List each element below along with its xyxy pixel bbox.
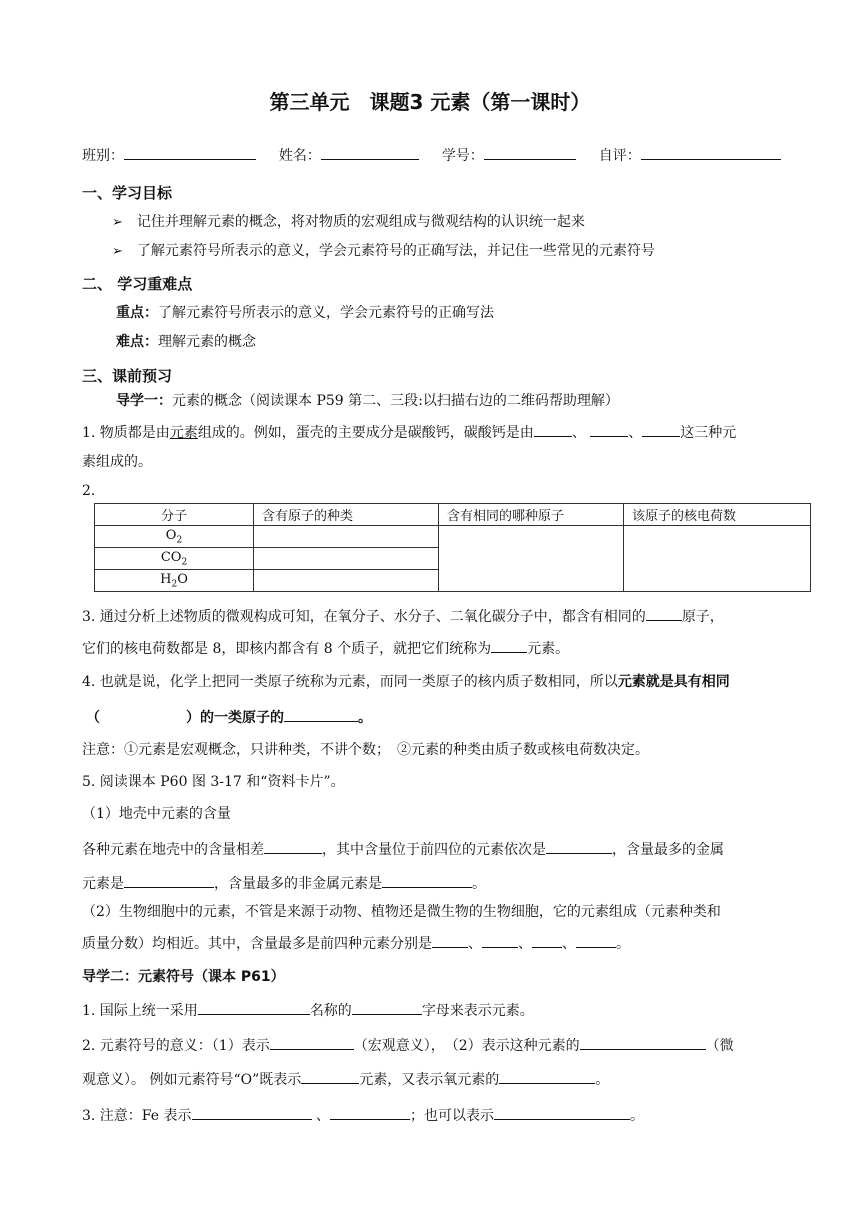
guide2-q2-cont: 观意义）。 例如元素符号“O”既表示 元素，又表示氧元素的 。 <box>82 1068 609 1090</box>
answer-blank[interactable] <box>432 932 468 948</box>
answer-blank[interactable] <box>382 872 472 888</box>
answer-blank[interactable] <box>264 838 322 854</box>
molecule-cell: $CO_2$ <box>95 548 254 570</box>
question-2: 2. <box>82 483 96 499</box>
answer-blank[interactable] <box>124 872 214 888</box>
difficult-point: 难点：理解元素的概念 <box>116 334 256 350</box>
answer-blank[interactable] <box>192 1104 312 1120</box>
question-5: 5. 阅读课本 P60 图 3-17 和“资料卡片”。 <box>82 774 345 790</box>
answer-blank[interactable] <box>301 1068 359 1084</box>
table-header: 含有原子的种类 <box>254 504 439 526</box>
list-item: ➢ 了解元素符号所表示的意义，学会元素符号的正确写法，并记住一些常见的元素符号 <box>112 243 655 259</box>
question-5-1-line1: 各种元素在地壳中的含量相差 ，其中含量位于前四位的元素依次是 ，含量最多的金属 <box>82 838 724 860</box>
answer-cell[interactable] <box>254 526 439 548</box>
answer-blank[interactable] <box>270 1034 354 1050</box>
answer-blank[interactable] <box>646 605 682 621</box>
question-3-cont: 它们的核电荷数都是 8，即核内都含有 8 个质子，就把它们统称为 元素。 <box>82 637 569 659</box>
answer-blank[interactable] <box>352 999 422 1015</box>
section-heading-keypoints: 二、 学习重难点 <box>82 275 193 293</box>
molecule-cell: $H_2O$ <box>95 570 254 592</box>
question-4-cont: （ ）的一类原子的 。 <box>86 706 372 728</box>
key-point: 重点：了解元素符号所表示的意义，学会元素符号的正确写法 <box>116 305 494 321</box>
answer-blank[interactable] <box>580 1034 706 1050</box>
answer-cell[interactable] <box>624 526 811 592</box>
guide2-q2: 2. 元素符号的意义：（1）表示 （宏观意义）， （2）表示这种元素的 （微 <box>82 1034 734 1056</box>
section-heading-goals: 一、学习目标 <box>82 184 173 202</box>
answer-blank[interactable] <box>532 932 562 948</box>
table-row <box>95 526 811 548</box>
page-title: 第三单元 课题3 元素（第一课时） <box>269 90 591 114</box>
table-header: 含有相同的哪种原子 <box>439 504 624 526</box>
arrow-bullet-icon: ➢ <box>112 244 123 259</box>
answer-blank[interactable] <box>491 637 527 653</box>
guide2-q1: 1. 国际上统一采用 名称的 字母来表示元素。 <box>82 999 534 1021</box>
question-4: 4. 也就是说，化学上把同一类原子统称为元素，而同一类原子的核内质子数相同，所以元素就是具有相同 <box>82 674 730 690</box>
table-header: 该原子的核电荷数 <box>624 504 811 526</box>
answer-blank[interactable] <box>590 421 628 437</box>
eval-label: 自评： <box>598 148 641 164</box>
class-field[interactable] <box>124 144 256 160</box>
question-5-2-line2: 质量分数）均相近。其中，含量最多是前四种元素分别是 、 、 、 。 <box>82 932 630 954</box>
note-line: 注意：①元素是宏观概念，只讲种类，不讲个数； ②元素的种类由质子数或核电荷数决定。 <box>82 742 649 758</box>
table-header-row <box>95 504 811 526</box>
class-label: 班别： <box>82 148 124 164</box>
answer-cell[interactable] <box>439 526 624 592</box>
guide1-line: 导学一：元素的概念（阅读课本 P59 第二、三段:以扫描右边的二维码帮助理解） <box>116 393 619 409</box>
guide2-heading: 导学二：元素符号（课本 P61） <box>82 969 285 985</box>
answer-blank[interactable] <box>534 421 572 437</box>
answer-blank[interactable] <box>642 421 680 437</box>
list-item: ➢ 记住并理解元素的概念，将对物质的宏观组成与微观结构的认识统一起来 <box>112 214 585 230</box>
answer-blank[interactable] <box>499 1068 595 1084</box>
question-1: 1. 物质都是由元素组成的。例如，蛋壳的主要成分是碳酸钙，碳酸钙是由 、 、 这三种元 <box>82 421 736 443</box>
arrow-bullet-icon: ➢ <box>112 215 123 230</box>
question-3: 3. 通过分析上述物质的微观构成可知，在氧分子、水分子、二氧化碳分子中，都含有相同的 原子， <box>82 605 724 627</box>
id-field[interactable] <box>484 144 576 160</box>
answer-blank[interactable] <box>198 999 310 1015</box>
name-label: 姓名： <box>278 148 321 164</box>
table-header: 分子 <box>95 504 254 526</box>
answer-blank[interactable] <box>494 1104 630 1120</box>
question-1-cont: 素组成的。 <box>82 454 152 470</box>
question-5-1: （1）地壳中元素的含量 <box>82 806 231 822</box>
question-5-1-line2: 元素是 ，含量最多的非金属元素是 。 <box>82 872 486 894</box>
question-5-2-line1: （2）生物细胞中的元素，不管是来源于动物、植物还是微生物的生物细胞，它的元素组成（元素种类和 <box>82 904 721 920</box>
id-label: 学号： <box>441 148 484 164</box>
answer-blank[interactable] <box>482 932 518 948</box>
answer-blank[interactable] <box>546 838 612 854</box>
name-field[interactable] <box>321 144 419 160</box>
molecule-table <box>94 503 811 592</box>
answer-cell[interactable] <box>254 548 439 570</box>
answer-cell[interactable] <box>254 570 439 592</box>
answer-blank[interactable] <box>576 932 616 948</box>
answer-blank[interactable] <box>284 706 358 722</box>
info-line <box>82 144 781 166</box>
guide2-q3: 3. 注意：Fe 表示 、 ；也可以表示 。 <box>82 1104 644 1126</box>
molecule-cell: $O_2$ <box>95 526 254 548</box>
answer-blank[interactable] <box>330 1104 410 1120</box>
section-heading-preview: 三、课前预习 <box>82 367 173 385</box>
eval-field[interactable] <box>641 144 781 160</box>
